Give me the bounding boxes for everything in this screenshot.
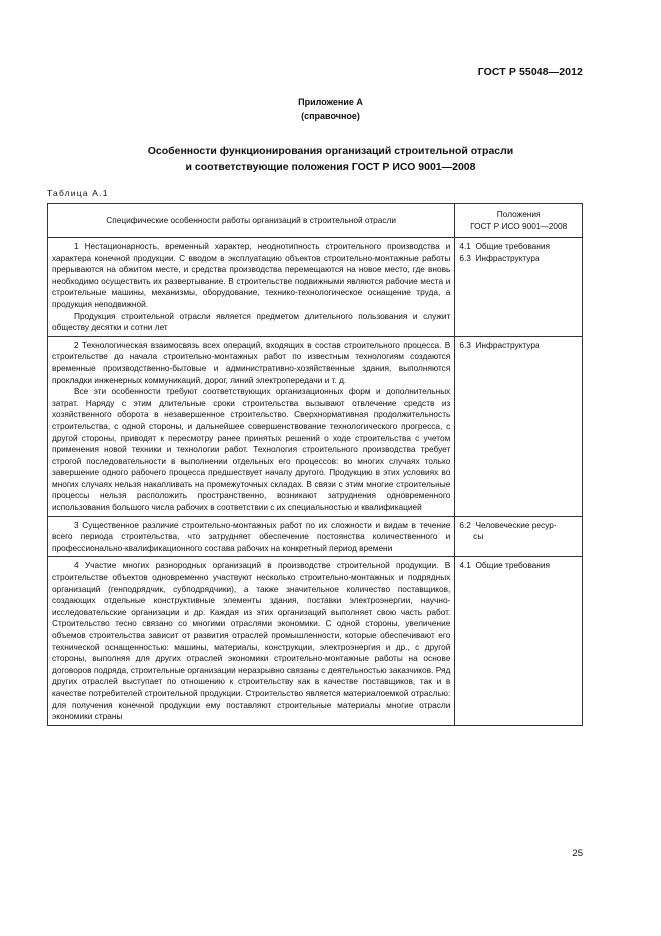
- document-code: ГОСТ Р 55048—2012: [477, 66, 583, 78]
- page-number: 25: [572, 848, 583, 859]
- provision-ref: 4.1 Общие требования: [459, 241, 550, 251]
- feature-paragraph: 2 Технологическая взаимосвязь всех операций, входящих в состав строительного процесса. В строительстве до начала строительно-монтажных работ по известным технологиям создаются временные производственно-бытовые и административно-хозяйственные здания, выполняются прокладки инженерных коммуникаций, дорог, линий электропередачи и т. д.: [52, 339, 451, 385]
- provision-ref: 6.3 Инфраструктура: [459, 252, 540, 263]
- column-header-provisions: [455, 204, 583, 238]
- feature-cell: [48, 516, 455, 557]
- column-header-provisions-line-1: Положения: [496, 208, 541, 219]
- feature-paragraph: Все эти особенности требуют соответствующих организационных форм и дополнительных затрат. Наряду с этим длительные сроки строительства вызывают отвлечение средств из хозяйственного оборота в незавершенное строительство. Сверхнормативная продолжительность строительства, с одной стороны, и дальнейшее совершенствование технологического прогресса, с другой стороны, приводят к пересмотру ранее принятых решений о ходе строительства с учетом применения новой техники и технологии работ. Технология строительного производства требует строгой последовательности в выполнении отдельных его процессов: во многих случаях только завершение одного рабочего процесса предшествует началу другого. Продукцию в этих условиях во многих случаях нельзя накапливать на промежуточных складах. В связи с этим многие строительные процессы нельзя расположить пространственно, возникают затруднения одновременного использования большого числа рабочих в соответствии с их специальностью и квалификацией: [52, 386, 451, 513]
- provision-ref: 6.3 Инфраструктура: [459, 339, 540, 350]
- table-row: [48, 557, 583, 725]
- table-header-row: [48, 204, 583, 238]
- feature-cell: [48, 557, 455, 725]
- section-title-line-1: Особенности функционирования организаций строительной отрасли: [147, 145, 514, 157]
- table-row: [48, 336, 583, 516]
- table-label: Таблица А.1: [47, 188, 109, 198]
- feature-cell: [48, 238, 455, 337]
- features-table: [47, 203, 583, 726]
- section-title: [0, 143, 661, 175]
- provision-cell: [455, 238, 583, 337]
- feature-paragraph: Продукция строительной отрасли является предметом длительного пользования и служит обществу десятки и сотни лет: [52, 310, 451, 333]
- feature-paragraph: 3 Существенное различие строительно-монтажных работ по их сложности и видам в течение всего периода строительства, что затрудняет обеспечение постоянства количественного и профессионально-квалификационного состава рабочих на конкретный период времени: [52, 519, 451, 553]
- table-row: [48, 238, 583, 337]
- provision-cell: [455, 516, 583, 557]
- appendix-heading: [0, 95, 661, 123]
- appendix-title: Приложение А: [298, 97, 363, 107]
- section-title-line-2: и соответствующие положения ГОСТ Р ИСО 9001—2008: [185, 161, 476, 173]
- appendix-note: (справочное): [301, 111, 360, 121]
- provision-cell: [455, 557, 583, 725]
- feature-cell: [48, 336, 455, 516]
- feature-paragraph: 1 Нестационарность, временный характер, неоднотипность строительного производства и характера конечной продукции. С вводом в эксплуатацию объектов строительно-монтажные работы прерываются на обжитом месте, и средства производства перемещаются на новое место, где вновь необходимо осуществить их развертывание. В строительстве подвижными являются рабочие места и строительные машины, механизмы, оборудование, технико-технологическое оснащение труда, а продукция неподвижной.: [52, 241, 451, 309]
- feature-paragraph: 4 Участие многих разнородных организаций в производстве строительной продукции. В строительстве объектов одновременно участвуют несколько строительно-монтажных и подрядных организаций (генподрядчик, субподрядчики), а также значительное количество поставщиков, создающих отдельные конструктивные элементы здания, поставки электроэнергии, научно-исследовательские организации и др. Каждая из этих организаций выполняет свою часть работ. Строительство тесно связано со многими отраслями экономики. С одной стороны, увеличение объемов строительства зависит от развития отраслей промышленности, которые обеспечивают его технической оснащенностью: машины, материалы, конструкции, электроэнергия и др., с другой стороны, выполняя для других отраслей экономики строительно-монтажные работы на основе договоров подряда, строительные организации неразрывно связаны с деятельностью заказчиков. Ряд других отраслей выступает по отношению к строительству как в качестве поставщиков, так и в качестве потребителей строительной продукции. Строительство является материалоемкой отраслью: для получения конечной продукции ему поставляют строительные материалы многие отрасли экономики страны: [52, 560, 451, 722]
- provision-ref: 4.1 Общие требования: [459, 560, 550, 571]
- column-header-provisions-line-2: ГОСТ Р ИСО 9001—2008: [470, 220, 568, 231]
- provision-ref: 6.2 Человеческие ресур- сы: [459, 519, 557, 542]
- table-row: [48, 516, 583, 557]
- provision-cell: [455, 336, 583, 516]
- column-header-features: Специфические особенности работы организаций в строительной отрасли: [48, 204, 455, 238]
